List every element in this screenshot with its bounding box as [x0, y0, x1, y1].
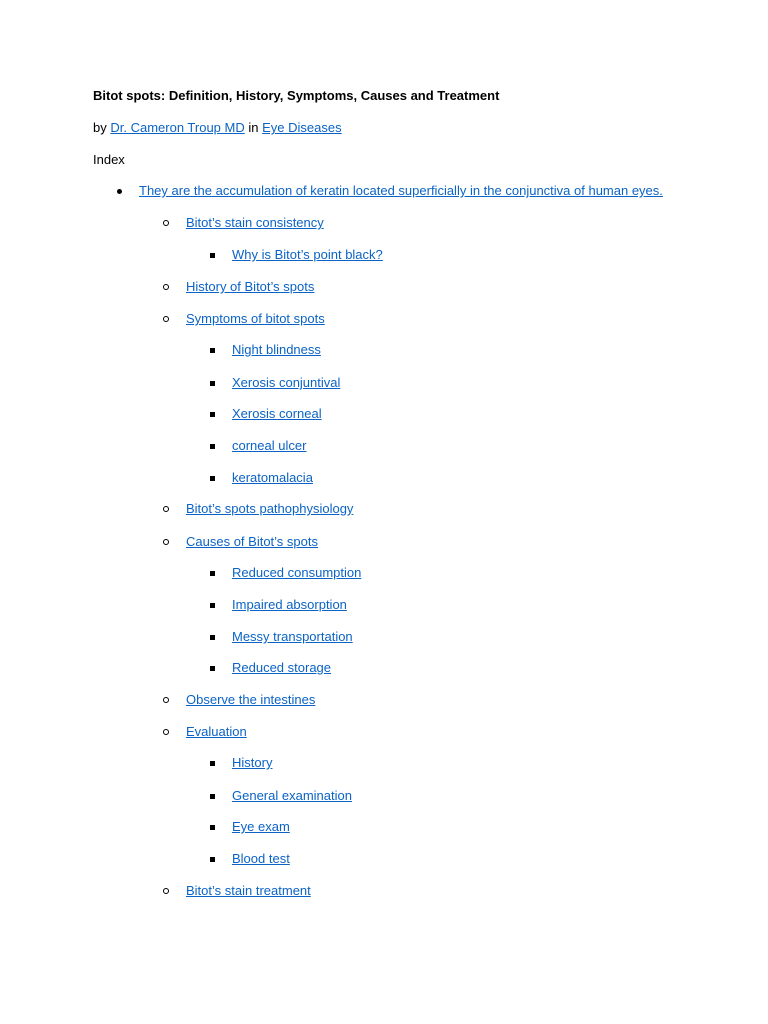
toc-link-messy-transportation[interactable]: Messy transportation: [232, 629, 353, 644]
toc-link-consistency[interactable]: Bitot’s stain consistency: [186, 215, 324, 230]
byline: [93, 120, 342, 136]
toc-link-why-black[interactable]: Why is Bitot’s point black?: [232, 247, 383, 262]
toc-link-intro[interactable]: They are the accumulation of keratin located superficially in the conjunctiva of human eyes.: [139, 183, 663, 198]
toc-link-symptoms[interactable]: Symptoms of bitot spots: [186, 311, 325, 326]
toc-link-keratomalacia[interactable]: keratomalacia: [232, 470, 313, 485]
toc-link-eval-history[interactable]: History: [232, 755, 273, 770]
toc-link-pathophysiology[interactable]: Bitot’s spots pathophysiology: [186, 501, 354, 516]
author-link[interactable]: Dr. Cameron Troup MD: [110, 120, 245, 135]
toc-link-night-blindness[interactable]: Night blindness: [232, 342, 321, 357]
toc-link-evaluation[interactable]: Evaluation: [186, 724, 247, 739]
toc-link-blood-test[interactable]: Blood test: [232, 851, 290, 866]
toc-link-reduced-storage[interactable]: Reduced storage: [232, 660, 332, 675]
toc-link-observe-intestines[interactable]: Observe the intestines: [186, 692, 316, 707]
byline-middle: in: [248, 120, 259, 135]
toc-link-general-examination[interactable]: General examination: [232, 788, 352, 803]
byline-prefix: by: [93, 120, 107, 135]
category-link[interactable]: Eye Diseases: [262, 120, 342, 135]
index-label: Index: [93, 152, 125, 167]
toc-link-eye-exam[interactable]: Eye exam: [232, 819, 290, 834]
toc-link-causes[interactable]: Causes of Bitot’s spots: [186, 534, 318, 549]
article-title: Bitot spots: Definition, History, Symptoms, Causes and Treatment: [93, 88, 500, 103]
toc-link-reduced-consumption[interactable]: Reduced consumption: [232, 565, 362, 580]
toc-link-corneal-ulcer[interactable]: corneal ulcer: [232, 438, 307, 453]
toc-link-xerosis-conjuntival[interactable]: Xerosis conjuntival: [232, 375, 341, 390]
toc-link-xerosis-corneal[interactable]: Xerosis corneal: [232, 406, 322, 421]
toc-link-impaired-absorption[interactable]: Impaired absorption: [232, 597, 347, 612]
toc-link-history[interactable]: History of Bitot’s spots: [186, 279, 315, 294]
toc-link-treatment[interactable]: Bitot’s stain treatment: [186, 883, 311, 898]
